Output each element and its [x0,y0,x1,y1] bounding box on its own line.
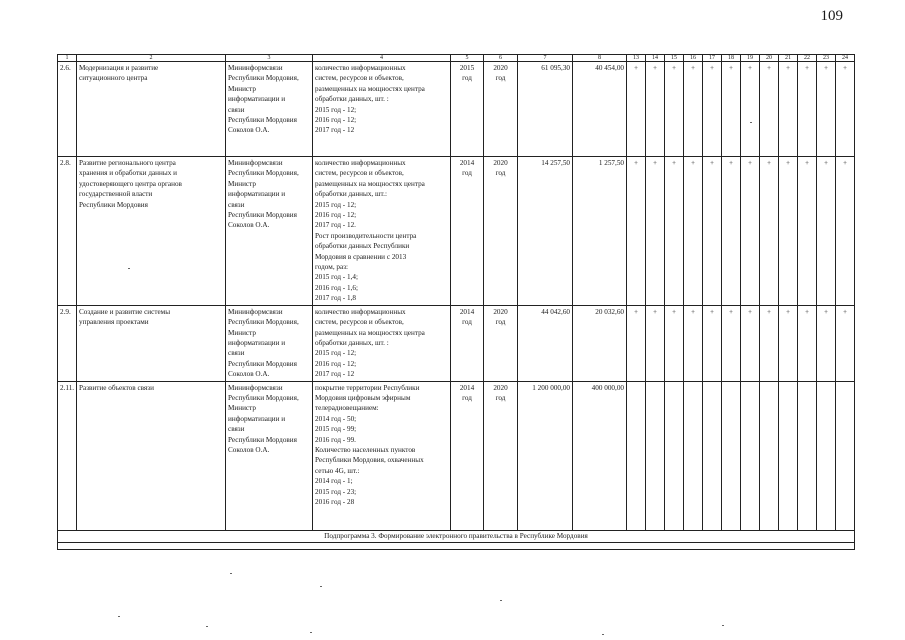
funding-total-cell: 14 257,50 [518,157,573,306]
column-number: 19 [741,55,760,62]
text-line: год [462,393,472,402]
indicator-mark-cell: + [627,305,646,381]
text-line: обработки данных Республики [315,242,410,251]
column-number: 1 [58,55,77,62]
start-year-cell [451,381,484,530]
column-number: 23 [817,55,836,62]
column-number: 22 [798,55,817,62]
column-number: 4 [313,55,451,62]
text-line: 2016 год - 28 [315,498,355,506]
column-number: 18 [722,55,741,62]
text-line: 2016 год - 99. [315,435,356,444]
table-row [58,157,855,306]
column-number: 21 [779,55,798,62]
blank-row [58,542,855,549]
text-line: 2014 год - 1; [315,477,353,486]
indicator-mark-cell: + [684,62,703,157]
text-line: обработки данных, шт. : [315,338,389,347]
text-line: удостоверяющего центра органов [79,179,182,188]
indicator-mark-cell: + [760,62,779,157]
indicator-mark-cell: + [703,157,722,306]
column-number-row [58,55,855,62]
table-body [58,55,855,550]
row-number-cell: 2.11. [58,381,77,530]
column-number: 3 [226,55,313,62]
text-line: хранения и обработки данных и [79,169,177,178]
text-line: 2020 [493,159,508,167]
text-line: информатизации и [228,95,286,104]
indicator-mark-cell [760,381,779,530]
column-number: 16 [684,55,703,62]
text-line: Министр [228,84,256,93]
text-line: информатизации и [228,190,286,199]
indicator-mark-cell: + [836,305,855,381]
text-line: год [462,169,472,178]
indicator-mark-cell: + [779,305,798,381]
text-line: Республики Мордовия, охваченных [315,456,424,465]
text-line: год [462,318,472,327]
column-number: 8 [573,55,627,62]
text-line: обработки данных, шт. : [315,95,389,104]
text-line: 2014 год - 50; [315,414,357,423]
text-line: Республики Мордовия, [228,393,299,402]
row-number-cell: 2.8. [58,157,77,306]
funding-total-cell: 1 200 000,00 [518,381,573,530]
measure-name-cell [77,62,226,157]
text-line: сетью 4G, шт.: [315,466,360,475]
funding-current-cell: 400 000,00 [573,381,627,530]
text-line: Развитие объектов связи [79,383,154,392]
text-line: год [495,169,506,178]
indicator-mark-cell: + [798,305,817,381]
text-line: телерадиовещанием: [315,404,379,413]
indicator-mark-cell: + [741,62,760,157]
indicator-mark-cell: + [646,305,665,381]
text-line: Министр [228,179,256,188]
funding-current-cell: 20 032,60 [573,305,627,381]
text-line: государственной власти [79,190,153,199]
text-line: Республики Мордовия [228,211,297,220]
indicator-mark-cell [665,381,684,530]
indicator-mark-cell: + [798,157,817,306]
indicator-mark-cell: + [684,157,703,306]
indicator-mark-cell: + [760,305,779,381]
text-line: ситуационного центра [79,74,148,83]
indicator-cell [313,157,451,306]
column-number: 17 [703,55,722,62]
text-line: 2015 год - 99; [315,425,357,434]
text-line: систем, ресурсов и объектов, [315,318,404,327]
text-line: 2015 год - 1,4; [315,273,358,282]
indicator-mark-cell: + [741,157,760,306]
text-line: год [495,393,506,402]
end-year-cell [484,305,518,381]
indicator-cell [313,62,451,157]
text-line: размещенных на мощностях центра [315,179,425,188]
text-line: 2017 год - 12. [315,221,356,230]
text-line: 2016 год - 12; [315,359,357,368]
indicator-mark-cell: + [760,157,779,306]
funding-total-cell: 44 042,60 [518,305,573,381]
page-number: 109 [820,8,843,24]
text-line: покрытие территории Республики [315,383,420,392]
column-number: 15 [665,55,684,62]
text-line: 2020 [493,307,508,316]
indicator-mark-cell [817,381,836,530]
start-year-cell [451,62,484,157]
text-line: год [495,318,506,327]
indicator-mark-cell: + [779,157,798,306]
column-number: 13 [627,55,646,62]
end-year-cell [484,381,518,530]
text-line: 2016 год - 12; [315,116,357,125]
text-line: Министр [228,404,256,413]
text-line: 2020 [493,383,508,392]
start-year-cell [451,157,484,306]
row-number-cell: 2.6. [58,62,77,157]
text-line: годом, раз: [315,263,349,272]
text-line: Развитие регионального центра [79,159,176,167]
funding-current-cell: 40 454,00 [573,62,627,157]
text-line: информатизации и [228,414,286,423]
responsible-cell [226,381,313,530]
measure-name-cell [77,157,226,306]
text-line: Республики Мордовия [228,435,297,444]
text-line: 2015 год - 23; [315,487,357,496]
text-line: 2016 год - 1,6; [315,283,358,292]
indicator-mark-cell: + [627,62,646,157]
text-line: количество информационных [315,307,406,316]
text-line: связи [228,349,245,358]
text-line: Мордовия цифровым эфирным [315,393,411,402]
indicator-mark-cell [836,381,855,530]
row-number-cell: 2.9. [58,305,77,381]
indicator-mark-cell: + [665,305,684,381]
indicator-mark-cell: + [722,157,741,306]
indicator-mark-cell: + [836,157,855,306]
indicator-mark-cell [741,381,760,530]
text-line: Мининформсвязи [228,64,283,72]
text-line: Мининформсвязи [228,307,283,316]
text-line: Республики Мордовия, [228,74,299,83]
text-line: Республики Мордовия [228,116,297,125]
indicator-mark-cell: + [684,305,703,381]
indicator-mark-cell: + [646,62,665,157]
text-line: 2014 [459,383,475,392]
indicator-mark-cell [646,381,665,530]
funding-current-cell: 1 257,50 [573,157,627,306]
text-line: Мининформсвязи [228,383,283,392]
text-line: год [495,74,506,83]
text-line: 2015 год - 12; [315,349,357,358]
indicator-mark-cell: + [703,305,722,381]
measure-name-cell [77,305,226,381]
start-year-cell [451,305,484,381]
text-line: связи [228,425,245,434]
subprogram-title: Подпрограмма 3. Формирование электронного правительства в Республике Мордовия [58,530,855,542]
text-line: систем, ресурсов и объектов, [315,74,404,83]
indicator-mark-cell: + [836,62,855,157]
indicator-mark-cell [722,381,741,530]
text-line: 2017 год - 12 [315,370,355,379]
indicator-mark-cell: + [722,305,741,381]
text-line: 2017 год - 1,8 [315,294,356,303]
indicator-cell [313,305,451,381]
text-line: Соколов О.А. [228,370,270,379]
indicator-mark-cell: + [703,62,722,157]
text-line: Республики Мордовия, [228,169,299,178]
table-row [58,381,855,530]
column-number: 7 [518,55,573,62]
text-line: Республики Мордовия [79,200,148,209]
text-line: связи [228,105,245,114]
program-table [57,54,855,550]
text-line: 2020 [493,64,508,72]
indicator-mark-cell: + [665,62,684,157]
indicator-mark-cell: + [627,157,646,306]
indicator-mark-cell [684,381,703,530]
text-line: 2014 [459,159,475,167]
text-line: Количество населенных пунктов [315,445,416,454]
indicator-mark-cell: + [722,62,741,157]
column-number: 14 [646,55,665,62]
table-row [58,62,855,157]
column-number: 6 [484,55,518,62]
table-row [58,305,855,381]
column-number: 2 [77,55,226,62]
indicator-mark-cell [798,381,817,530]
responsible-cell [226,62,313,157]
blank-cell [58,542,855,549]
indicator-mark-cell [779,381,798,530]
indicator-mark-cell: + [665,157,684,306]
text-line: Мордовия в сравнении с 2013 [315,252,407,261]
text-line: 2017 год - 12 [315,126,355,135]
text-line: количество информационных [315,159,406,167]
indicator-mark-cell: + [817,157,836,306]
text-line: размещенных на мощностях центра [315,328,425,337]
indicator-cell [313,381,451,530]
text-line: количество информационных [315,64,406,72]
responsible-cell [226,157,313,306]
indicator-mark-cell: + [741,305,760,381]
text-line: Создание и развитие системы [79,307,171,316]
text-line: систем, ресурсов и объектов, [315,169,404,178]
indicator-mark-cell: + [798,62,817,157]
text-line: 2015 [459,64,475,72]
responsible-cell [226,305,313,381]
text-line: информатизации и [228,338,286,347]
end-year-cell [484,62,518,157]
column-number: 20 [760,55,779,62]
funding-total-cell: 61 095,30 [518,62,573,157]
text-line: Республики Мордовия, [228,318,299,327]
column-number: 5 [451,55,484,62]
indicator-mark-cell [627,381,646,530]
indicator-mark-cell: + [817,305,836,381]
text-line: Республики Мордовия [228,359,297,368]
text-line: размещенных на мощностях центра [315,84,425,93]
text-line: 2015 год - 12; [315,200,357,209]
text-line: 2014 [459,307,475,316]
indicator-mark-cell: + [779,62,798,157]
measure-name-cell [77,381,226,530]
text-line: Мининформсвязи [228,159,283,167]
indicator-mark-cell [703,381,722,530]
text-line: обработки данных, шт.: [315,190,387,199]
text-line: связи [228,200,245,209]
text-line: 2015 год - 12; [315,105,357,114]
text-line: Соколов О.А. [228,126,270,135]
text-line: 2016 год - 12; [315,211,357,220]
indicator-mark-cell: + [817,62,836,157]
text-line: Соколов О.А. [228,445,270,454]
indicator-mark-cell: + [646,157,665,306]
subprogram-row [58,530,855,542]
text-line: Модернизация и развитие [79,64,159,72]
end-year-cell [484,157,518,306]
text-line: управления проектами [79,318,149,327]
text-line: Министр [228,328,256,337]
text-line: Рост производительности центра [315,231,417,240]
column-number: 24 [836,55,855,62]
text-line: год [462,74,472,83]
text-line: Соколов О.А. [228,221,270,230]
